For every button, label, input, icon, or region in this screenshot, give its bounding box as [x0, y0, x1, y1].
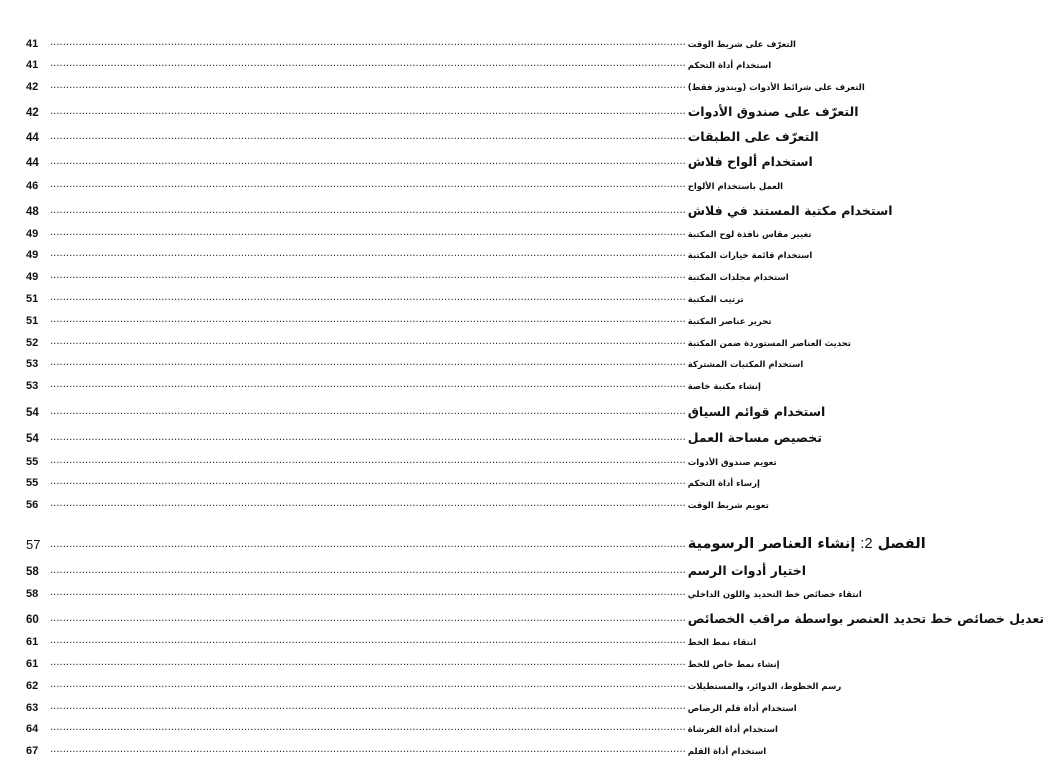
dot-leader: ........................................................................................................................................................................................................: [50, 106, 686, 117]
dot-leader: ........................................................................................................................................................................................................: [50, 722, 686, 733]
entry-title: ترتيب المكتبة: [687, 295, 744, 305]
page-number: 55: [26, 477, 39, 489]
dot-leader: ........................................................................................................................................................................................................: [50, 539, 686, 550]
entry-title: تعديل خصائص خط تحديد العنصر بواسطة مراقب الخصائص: [687, 611, 1044, 626]
page-number: 62: [26, 680, 39, 692]
entry-title: تعويم شريط الوقت: [687, 501, 769, 511]
entry-title: تغيير مقاس نافذة لوح المكتبة: [687, 230, 812, 240]
toc-entry: [26, 722, 778, 735]
toc-entry: [26, 404, 826, 419]
dot-leader: ........................................................................................................................................................................................................: [50, 635, 686, 646]
page-number: 57: [26, 537, 41, 552]
entry-title: رسم الخطوط، الدوائر، والمستطيلات: [687, 682, 842, 692]
dot-leader: ........................................................................................................................................................................................................: [50, 498, 686, 509]
entry-title: استخدام مكتبة المستند في فلاش: [687, 203, 893, 218]
toc-entry: [26, 104, 859, 119]
page-number: 52: [26, 337, 39, 349]
toc-entry: [26, 357, 804, 370]
page-number: 53: [26, 358, 39, 370]
dot-leader: ........................................................................................................................................................................................................: [50, 156, 686, 167]
dot-leader: ........................................................................................................................................................................................................: [50, 314, 686, 325]
dot-leader: ........................................................................................................................................................................................................: [50, 270, 686, 281]
toc-entry: [26, 587, 862, 600]
dot-leader: ........................................................................................................................................................................................................: [50, 131, 686, 142]
page-number: 42: [26, 107, 39, 119]
entry-title: استخدام المكتبات المشتركة: [687, 360, 804, 370]
toc-entry: [26, 80, 865, 93]
toc-entry: [26, 336, 851, 349]
toc-entry: [26, 292, 744, 305]
page-number: 63: [26, 702, 39, 714]
chapter-label: الفصل: [877, 536, 926, 552]
page-number: 41: [26, 59, 39, 71]
entry-title: إنشاء نمط خاص للخط: [687, 660, 780, 670]
chapter-heading: [26, 536, 926, 552]
toc-entry: [26, 248, 813, 261]
entry-title: استخدام ألواح فلاش: [687, 154, 813, 169]
dot-leader: ........................................................................................................................................................................................................: [50, 357, 686, 368]
toc-entry: [26, 430, 822, 445]
page-number: 61: [26, 658, 39, 670]
page-number: 46: [26, 180, 39, 192]
dot-leader: ........................................................................................................................................................................................................: [50, 657, 686, 668]
toc-entry: [26, 635, 757, 648]
entry-title: العمل باستخدام الألواح: [687, 182, 784, 192]
entry-title: اختيار أدوات الرسم: [687, 563, 807, 578]
toc-entry: [26, 563, 807, 578]
page-number: 60: [26, 614, 39, 626]
toc-entry: [26, 476, 760, 489]
dot-leader: ........................................................................................................................................................................................................: [50, 679, 686, 690]
entry-title: إنشاء مكتبة خاصة: [687, 382, 761, 392]
dot-leader: ........................................................................................................................................................................................................: [50, 565, 686, 576]
toc-entry: [26, 657, 780, 670]
entry-title: استخدام قائمة خيارات المكتبة: [687, 251, 813, 261]
toc-entry: [26, 744, 767, 757]
entry-title: التعرّف على شريط الوقت: [687, 40, 796, 50]
entry-title: استخدام مجلدات المكتبة: [687, 273, 789, 283]
toc-entry: [26, 701, 797, 714]
dot-leader: ........................................................................................................................................................................................................: [50, 37, 686, 48]
entry-title: تعويم صندوق الأدوات: [687, 458, 777, 468]
chapter-number: 2:: [860, 536, 873, 552]
toc-entry: [26, 203, 893, 218]
chapter-title: [688, 536, 926, 552]
entry-title: التعرّف على الطبقات: [687, 129, 819, 144]
entry-title: تحديث العناصر المستوردة ضمن المكتبة: [687, 339, 851, 349]
entry-title: التعرّف على صندوق الأدوات: [687, 104, 859, 119]
toc-entry: [26, 129, 819, 144]
dot-leader: ........................................................................................................................................................................................................: [50, 476, 686, 487]
dot-leader: ........................................................................................................................................................................................................: [50, 406, 686, 417]
entry-title: استخدام أداة التحكم: [687, 61, 772, 71]
page-number: 54: [26, 433, 39, 445]
dot-leader: ........................................................................................................................................................................................................: [50, 292, 686, 303]
page-number: 44: [26, 157, 39, 169]
toc-entry: [26, 179, 784, 192]
entry-title: انتقاء نمط الخط: [687, 638, 757, 648]
page-number: 51: [26, 315, 39, 327]
entry-title: تحرير عناصر المكتبة: [687, 317, 772, 327]
page-number: 49: [26, 249, 39, 261]
entry-title: استخدام أداة القلم: [687, 747, 767, 757]
page-number: 54: [26, 407, 39, 419]
page-number: 67: [26, 745, 39, 757]
toc-entry: [26, 498, 769, 511]
page-number: 42: [26, 81, 39, 93]
page-number: 49: [26, 271, 39, 283]
page-number: 56: [26, 499, 39, 511]
dot-leader: ........................................................................................................................................................................................................: [50, 248, 686, 259]
entry-title: استخدام قوائم السياق: [687, 404, 826, 419]
dot-leader: ........................................................................................................................................................................................................: [50, 58, 686, 69]
dot-leader: ........................................................................................................................................................................................................: [50, 336, 686, 347]
page-number: 41: [26, 38, 39, 50]
dot-leader: ........................................................................................................................................................................................................: [50, 205, 686, 216]
entry-title: استخدام أداة قلم الرصاص: [687, 704, 797, 714]
page-number: 64: [26, 723, 39, 735]
dot-leader: ........................................................................................................................................................................................................: [50, 80, 686, 91]
dot-leader: ........................................................................................................................................................................................................: [50, 179, 686, 190]
page-number: 58: [26, 566, 39, 578]
page-number: 58: [26, 588, 39, 600]
toc-entry: [26, 227, 812, 240]
page-number: 55: [26, 456, 39, 468]
toc-entry: [26, 455, 777, 468]
dot-leader: ........................................................................................................................................................................................................: [50, 227, 686, 238]
dot-leader: ........................................................................................................................................................................................................: [50, 744, 686, 755]
page-number: 44: [26, 132, 39, 144]
page-number: 48: [26, 206, 39, 218]
toc-entry: [26, 58, 772, 71]
toc-entry: [26, 379, 761, 392]
page-number: 51: [26, 293, 39, 305]
entry-title: التعرف على شرائط الأدوات (ويندوز فقط): [687, 83, 865, 93]
toc-entry: [26, 314, 772, 327]
toc-entry: [26, 154, 813, 169]
toc-entry: [26, 270, 789, 283]
toc-entry: [26, 679, 842, 692]
entry-title: إرساء أداة التحكم: [687, 479, 760, 489]
dot-leader: ........................................................................................................................................................................................................: [50, 613, 686, 624]
dot-leader: ........................................................................................................................................................................................................: [50, 587, 686, 598]
toc-entry: [26, 37, 796, 50]
page-number: 53: [26, 380, 39, 392]
dot-leader: ........................................................................................................................................................................................................: [50, 379, 686, 390]
page-number: 61: [26, 636, 39, 648]
page-number: 49: [26, 228, 39, 240]
dot-leader: ........................................................................................................................................................................................................: [50, 701, 686, 712]
entry-title: انتقاء خصائص خط التحديد واللون الداخلي: [687, 590, 862, 600]
dot-leader: ........................................................................................................................................................................................................: [50, 455, 686, 466]
entry-title: تخصيص مساحة العمل: [687, 430, 822, 445]
chapter-name: إنشاء العناصر الرسومية: [687, 536, 856, 552]
dot-leader: ........................................................................................................................................................................................................: [50, 432, 686, 443]
toc-entry: [26, 611, 1044, 626]
entry-title: استخدام أداة الفرشاة: [687, 725, 778, 735]
